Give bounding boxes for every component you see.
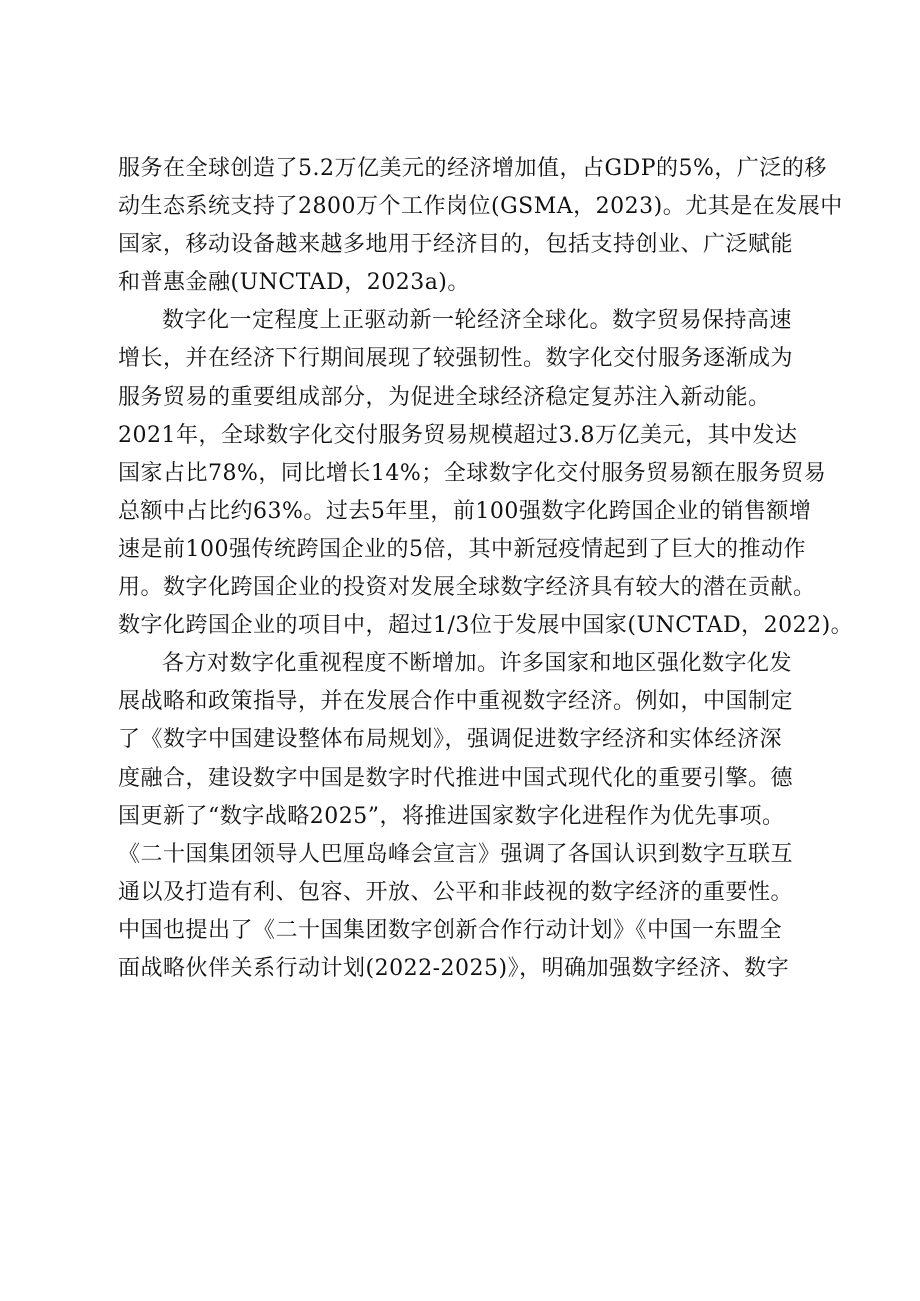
paragraph-line: 度融合，建设数字中国是数字时代推进中国式现代化的重要引擎。德 [118, 765, 794, 791]
paragraph-line: 数字化跨国企业的项目中，超过1/3位于发展中国家(UNCTAD，2022)。 [118, 613, 854, 639]
paragraph-line: 和普惠金融(UNCTAD，2023a)。 [118, 270, 470, 296]
paragraph-line: 了《数字中国建设整体布局规划》，强调促进数字经济和实体经济深 [118, 727, 783, 753]
paragraph-line: 中国也提出了《二十国集团数字创新合作行动计划》《中国一东盟全 [118, 917, 783, 943]
paragraph-line: 《二十国集团领导人巴厘岛峰会宣言》强调了各国认识到数字互联互 [118, 841, 794, 867]
paragraph-line: 总额中占比约63%。过去5年里，前100强数字化跨国企业的销售额增 [118, 498, 812, 524]
paragraph-2 [118, 302, 854, 645]
paragraph-line: 服务在全球创造了5.2万亿美元的经济增加值，占GDP的5%，广泛的移 [118, 156, 827, 181]
paragraph-line: 2021年，全球数字化交付服务贸易规模超过3.8万亿美元，其中发达 [118, 422, 798, 448]
paragraph-line: 动生态系统支持了2800万个工作岗位(GSMA，2023)。尤其是在发展中 [118, 194, 843, 220]
paragraph-line: 面战略伙伴关系行动计划(2022-2025)》，明确加强数字经济、数字 [118, 955, 790, 981]
paragraph-line: 通以及打造有利、包容、开放、公平和非歧视的数字经济的重要性。 [118, 879, 794, 905]
paragraph-line: 数字化一定程度上正驱动新一轮经济全球化。数字贸易保持高速 [162, 308, 793, 334]
paragraph-line: 各方对数字化重视程度不断增加。许多国家和地区强化数字化发 [162, 651, 793, 677]
paragraph-line: 国家，移动设备越来越多地用于经济目的，包括支持创业、广泛赋能 [118, 232, 794, 258]
paragraph-line: 用。数字化跨国企业的投资对发展全球数字经济具有较大的潜在贡献。 [118, 575, 816, 601]
paragraph-line: 速是前100强传统跨国企业的5倍，其中新冠疫情起到了巨大的推动作 [118, 536, 806, 562]
paragraph-3 [118, 645, 818, 988]
body-text [118, 150, 854, 988]
paragraph-line: 国更新了“数字战略2025”，将推进国家数字化进程作为优先事项。 [118, 803, 785, 829]
paragraph-line: 服务贸易的重要组成部分，为促进全球经济稳定复苏注入新动能。 [118, 384, 771, 410]
paragraph-line: 国家占比78%，同比增长14%；全球数字化交付服务贸易额在服务贸易 [118, 460, 827, 486]
paragraph-line: 展战略和政策指导，并在发展合作中重视数字经济。例如，中国制定 [118, 689, 794, 715]
paragraph-1 [118, 150, 843, 302]
paragraph-line: 增长，并在经济下行期间展现了较强韧性。数字化交付服务逐渐成为 [118, 346, 794, 372]
